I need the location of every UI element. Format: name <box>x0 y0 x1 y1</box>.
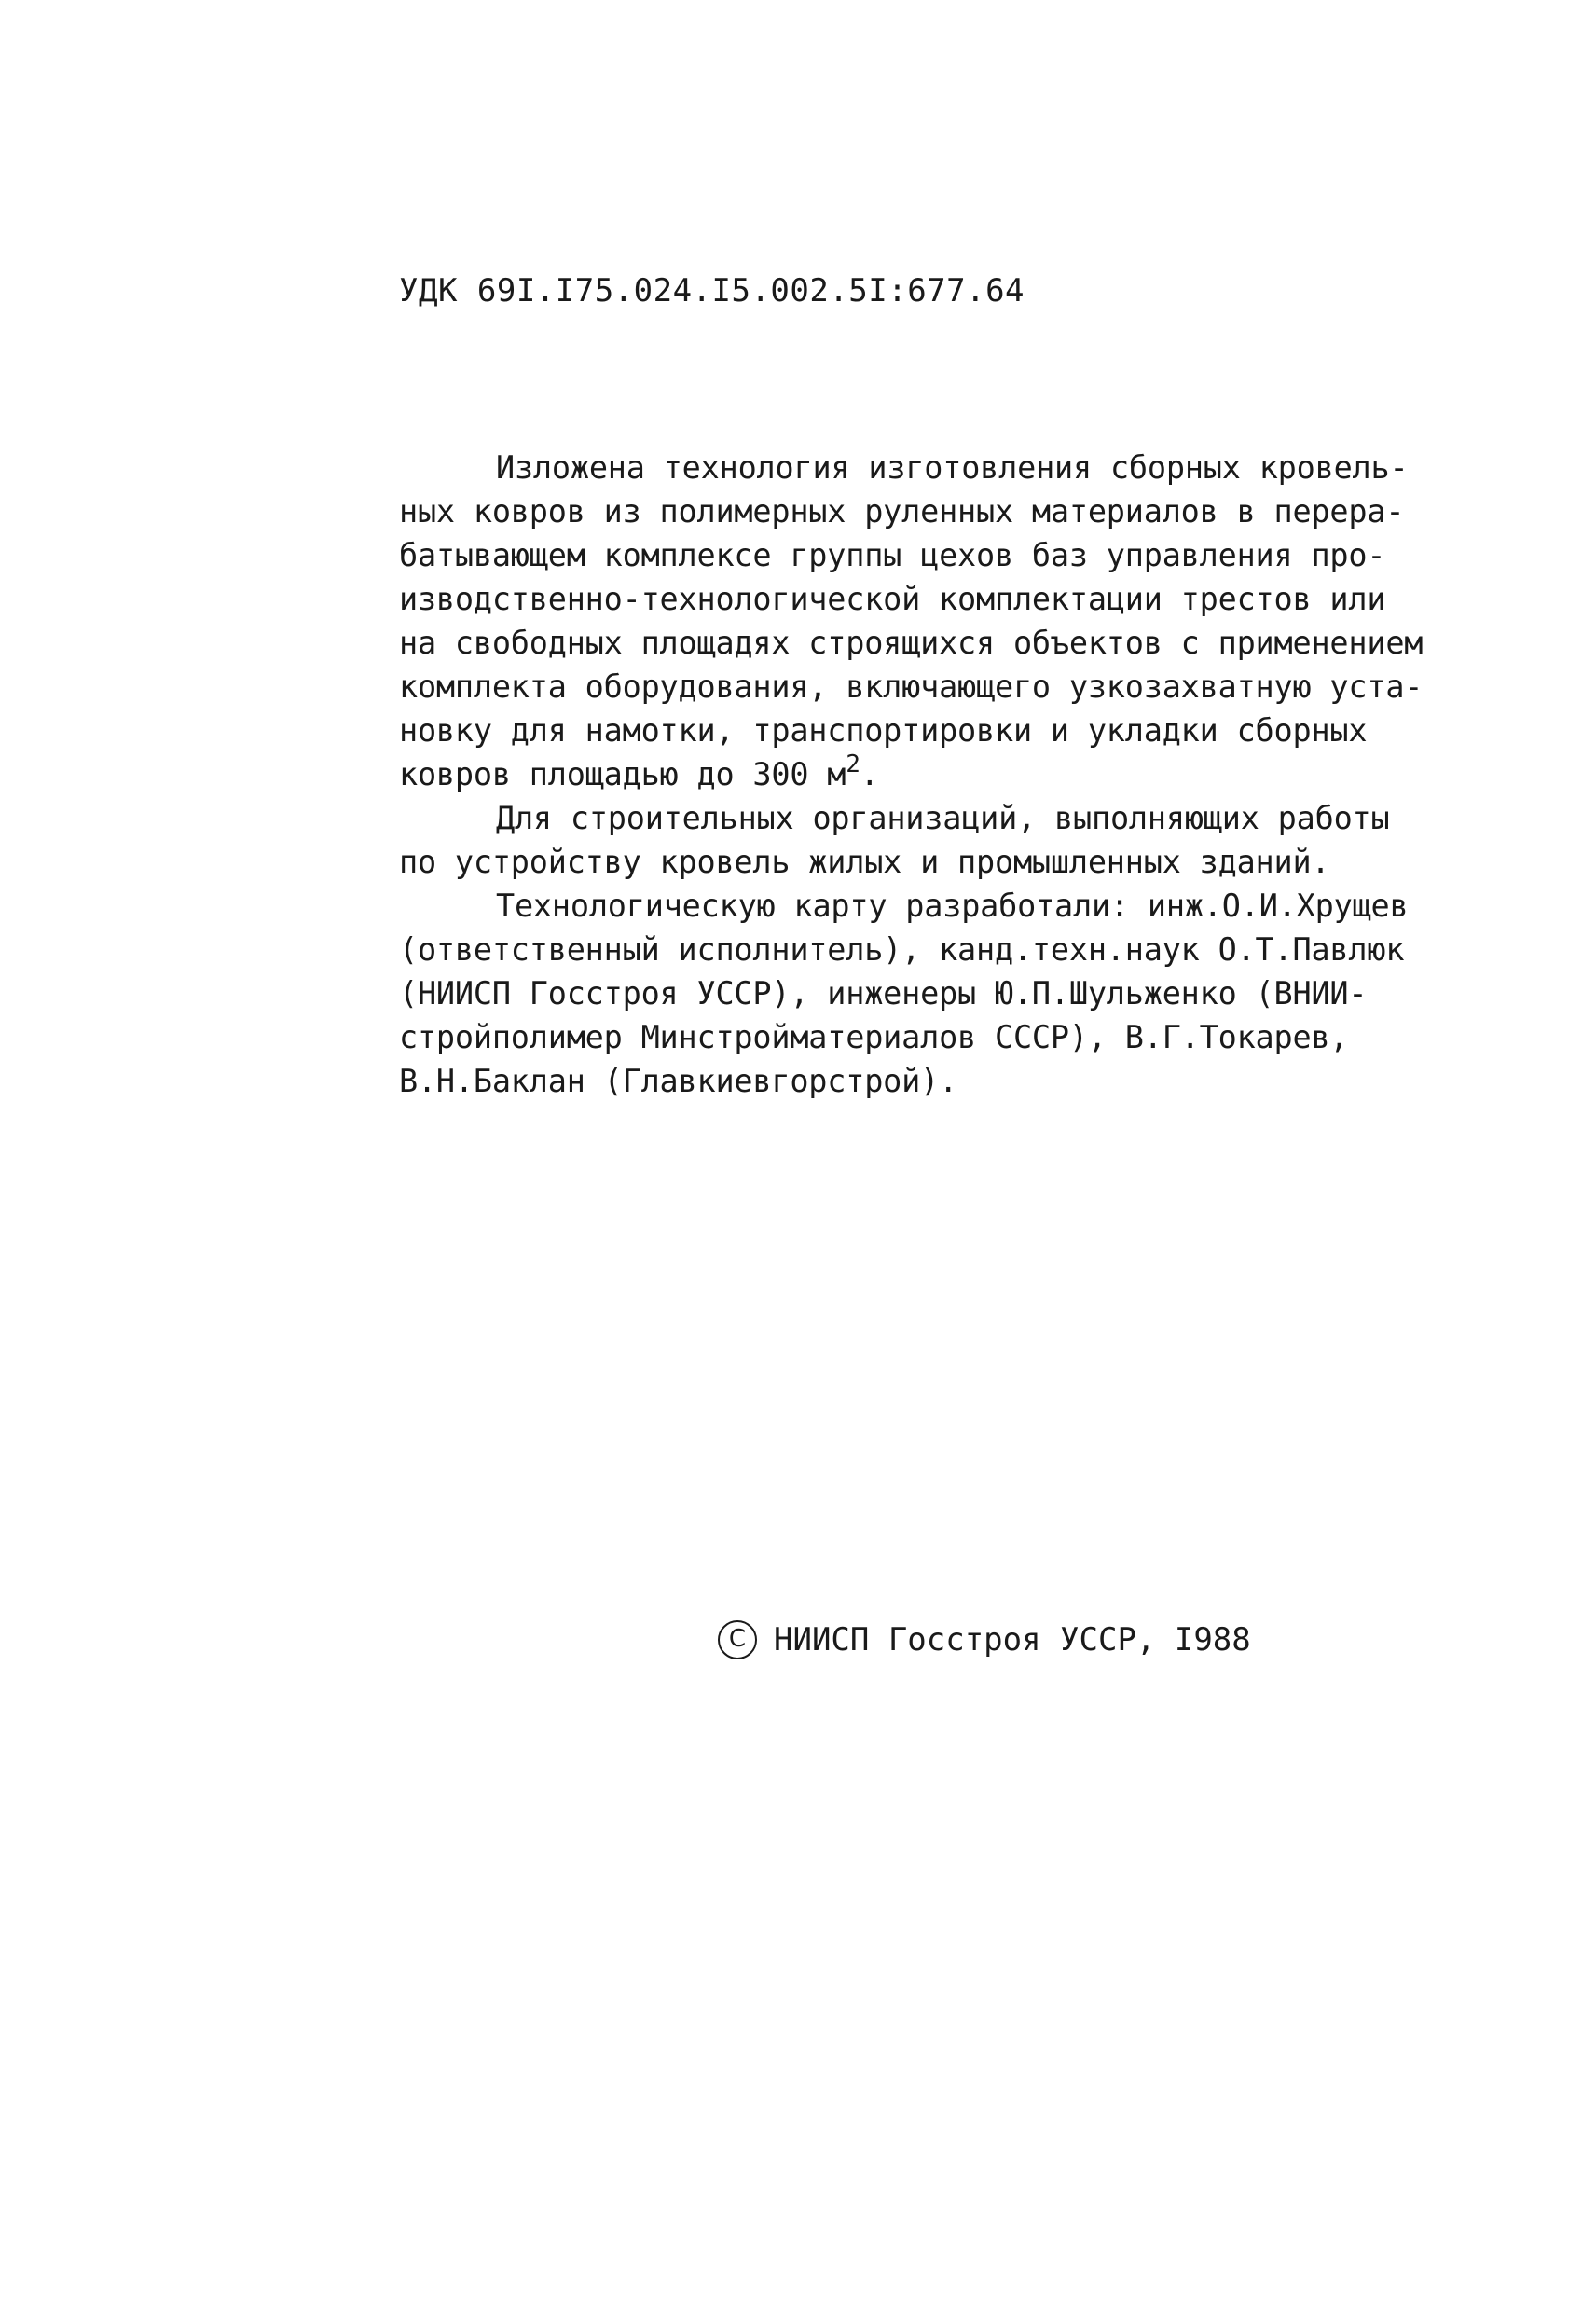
audience-line: Для строительных организаций, выполняющих работы <box>496 800 1390 836</box>
annotation-period: . <box>860 756 879 792</box>
annotation-line: ных ковров из полимерных руленных материалов в перера- <box>399 493 1405 530</box>
authors-line: (ответственный исполнитель), канд.техн.наук О.Т.Павлюк <box>399 931 1405 968</box>
authors-line: (НИИСП Госстроя УССР), инженеры Ю.П.Шульженко (ВНИИ- <box>399 975 1368 1012</box>
annotation-line: новку для намотки, транспортировки и укладки сборных <box>399 712 1368 749</box>
annotation-line: на свободных площадях строящихся объектов с применением <box>399 625 1424 661</box>
annotation-paragraph <box>399 446 1443 796</box>
main-text <box>399 446 1443 1103</box>
authors-line: Технологическую карту разработали: инж.О.И.Хрущев <box>496 888 1409 924</box>
copyright-text: НИИСП Госстроя УССР, I988 <box>774 1621 1251 1659</box>
authors-paragraph <box>399 884 1443 1103</box>
annotation-last-line <box>399 752 1443 796</box>
square-superscript: 2 <box>846 750 860 778</box>
annotation-line: комплекта оборудования, включающего узкозахватную уста- <box>399 668 1424 705</box>
annotation-line: Изложена технология изготовления сборных кровель- <box>496 449 1409 486</box>
copyright-notice <box>718 1620 1251 1659</box>
annotation-line: батывающем комплексе группы цехов баз управления про- <box>399 537 1386 573</box>
audience-line: по устройству кровель жилых и промышленных зданий. <box>399 844 1330 880</box>
annotation-last-text: ковров площадью до 300 м <box>399 756 846 792</box>
authors-line: стройполимер Минстройматериалов СССР), В.Г.Токарев, <box>399 1019 1349 1055</box>
authors-line: В.Н.Баклан (Главкиевгорстрой). <box>399 1063 958 1099</box>
audience-paragraph <box>399 796 1443 884</box>
udk-code: УДК 69I.I75.024.I5.002.5I:677.64 <box>399 272 1025 310</box>
annotation-line: изводственно-технологической комплектации трестов или <box>399 581 1386 617</box>
copyright-icon: C <box>718 1620 757 1659</box>
